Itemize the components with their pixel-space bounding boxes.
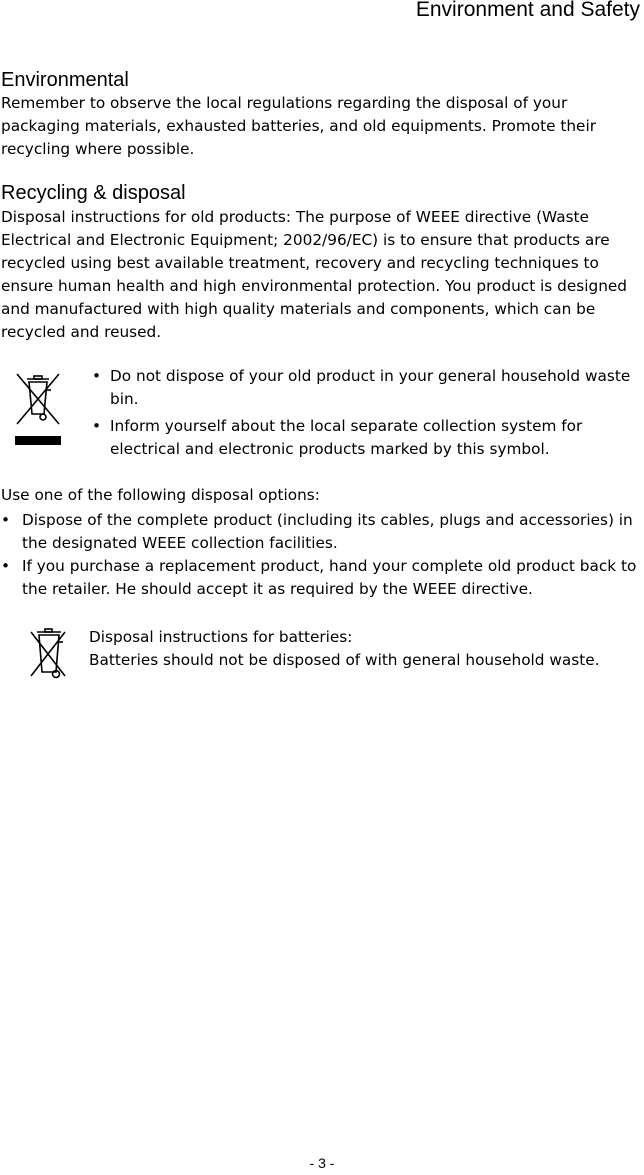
bullet-text: Inform yourself about the local separate collection system for electrical and electronic products marked by this symbol. bbox=[110, 417, 583, 458]
list-item bbox=[1, 555, 641, 601]
battery-disposal-text: Batteries should not be disposed of with general household waste. bbox=[89, 651, 600, 669]
crossed-out-wheeled-bin-icon bbox=[27, 626, 69, 680]
recycling-heading: Recycling & disposal bbox=[1, 182, 186, 204]
environmental-heading: Environmental bbox=[1, 69, 129, 91]
bullet-text: Do not dispose of your old product in your general household waste bin. bbox=[110, 367, 631, 408]
list-item bbox=[92, 365, 640, 411]
options-intro: Use one of the following disposal options: bbox=[1, 486, 320, 504]
bullet-text: Dispose of the complete product (including its cables, plugs and accessories) in the designated WEEE collection facilities. bbox=[22, 511, 633, 552]
bullet-dot: • bbox=[1, 511, 11, 529]
bullet-dot: • bbox=[92, 367, 102, 385]
list-item bbox=[92, 415, 640, 461]
list-item bbox=[1, 509, 641, 555]
bullet-dot: • bbox=[1, 557, 11, 575]
bullet-dot: • bbox=[92, 417, 102, 435]
recycling-text: Disposal instructions for old products: The purpose of WEEE directive (Waste Electrical and Electronic Equipment; 2002/96/EC) is to ensure that products are recycled using best available treatment, recovery and recycling techniques to ensure human health and high environmental protection. You product is designed and manufactured with high quality materials and components, which can be recycled and reused. bbox=[1, 208, 628, 341]
page-number: - 3 - bbox=[309, 1155, 335, 1171]
environmental-text: Remember to observe the local regulations regarding the disposal of your packaging materials, exhausted batteries, and old equipments. Promote their recycling where possible. bbox=[1, 94, 597, 158]
bullet-text: If you purchase a replacement product, hand your complete old product back to the retailer. He should accept it as required by the WEEE directive. bbox=[22, 557, 637, 598]
crossed-out-wheeled-bin-with-bar-icon bbox=[13, 370, 63, 448]
battery-disposal-title: Disposal instructions for batteries: bbox=[89, 628, 353, 646]
page-header-title: Environment and Safety bbox=[415, 0, 640, 21]
